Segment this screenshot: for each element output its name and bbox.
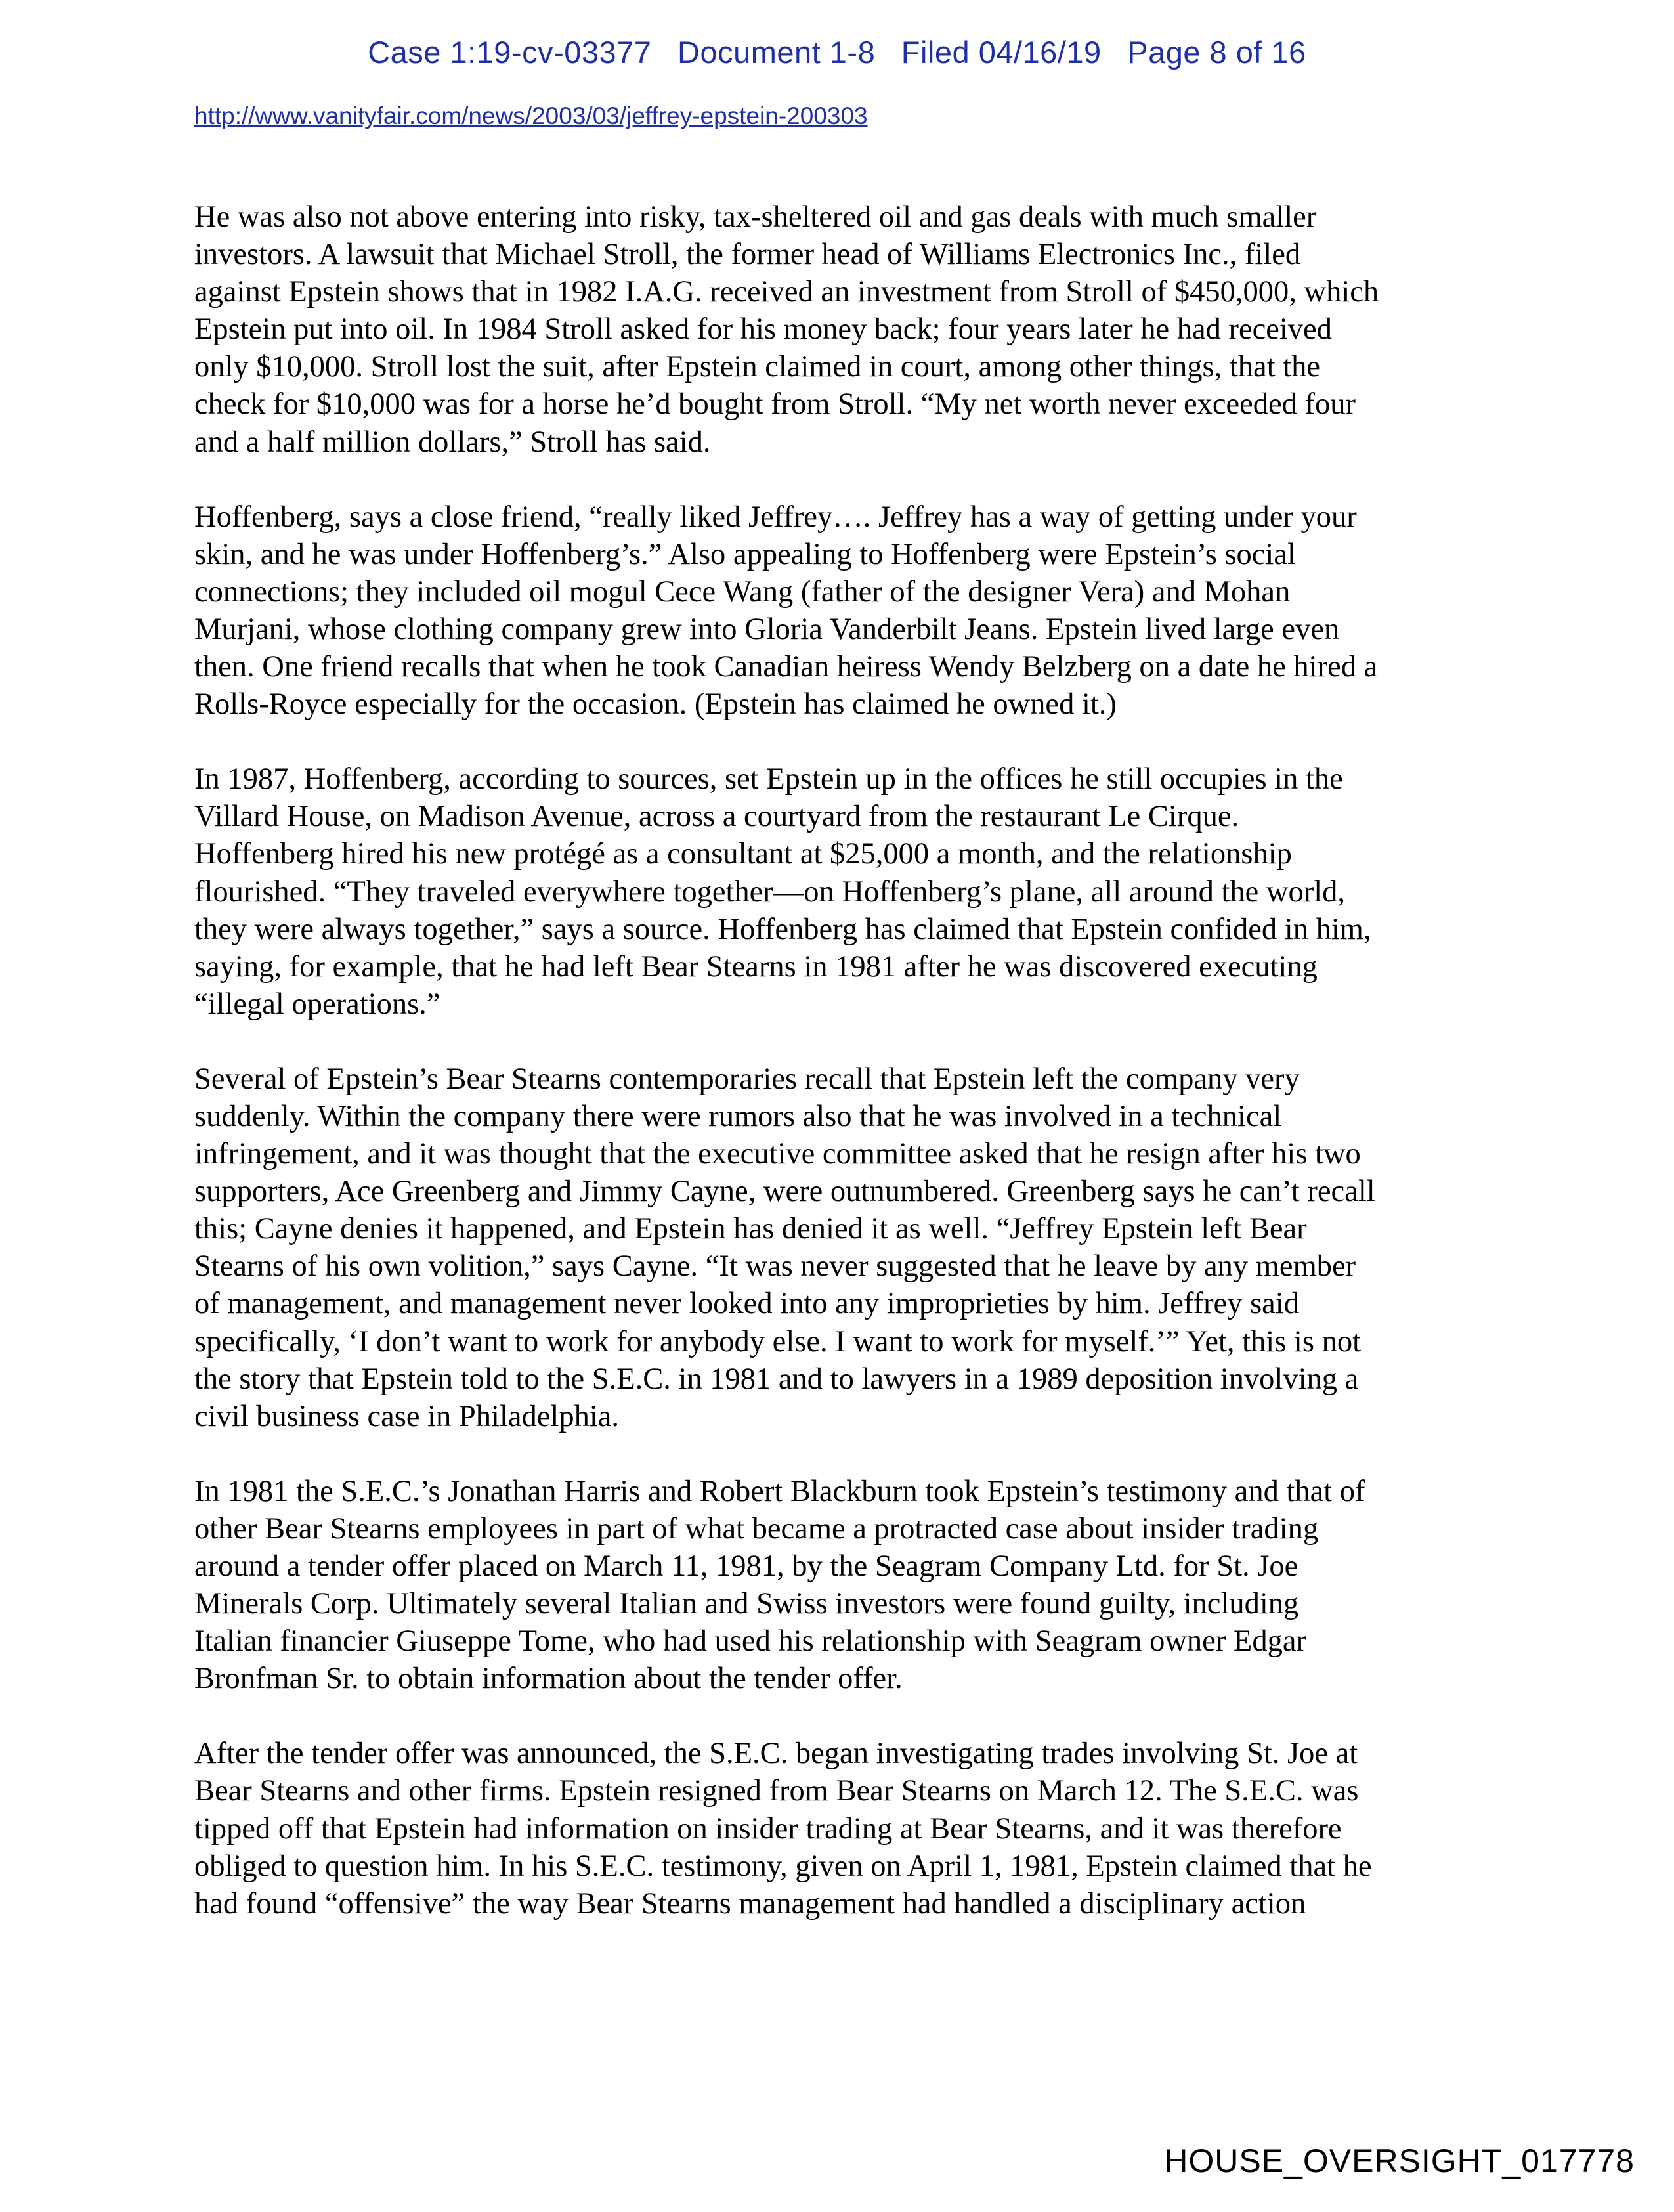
paragraph-line: Epstein put into oil. In 1984 Stroll asked for his money back; four years later he had received [194, 313, 1332, 347]
paragraph-line: In 1981 the S.E.C.’s Jonathan Harris and Robert Blackburn took Epstein’s testimony and that of [194, 1474, 1365, 1508]
paragraph-line: tipped off that Epstein had information on insider trading at Bear Stearns, and it was therefore [194, 1811, 1342, 1846]
paragraph-line: Italian financier Giuseppe Tome, who had used his relationship with Seagram owner Edgar [194, 1624, 1306, 1659]
paragraph-line: Stearns of his own volition,” says Cayne. “It was never suggested that he leave by any member [194, 1249, 1356, 1284]
paragraph-line: flourished. “They traveled everywhere together—on Hoffenberg’s plane, all around the world, [194, 875, 1346, 909]
paragraph-line: He was also not above entering into risky, tax-sheltered oil and gas deals with much smaller [194, 200, 1317, 234]
article-paragraph [194, 498, 1468, 724]
paragraph-line: In 1987, Hoffenberg, according to sources, set Epstein up in the offices he still occupies in the [194, 762, 1343, 796]
bates-number: HOUSE_OVERSIGHT_017778 [1164, 2142, 1635, 2179]
paragraph-line: only $10,000. Stroll lost the suit, after Epstein claimed in court, among other things, that the [194, 350, 1321, 384]
paragraph-line: Hoffenberg hired his new protégé as a consultant at $25,000 a month, and the relationship [194, 837, 1292, 871]
paragraph-line: the story that Epstein told to the S.E.C. in 1981 and to lawyers in a 1989 deposition involving a [194, 1362, 1359, 1396]
paragraph-line: check for $10,000 was for a horse he’d bought from Stroll. “My net worth never exceeded four [194, 387, 1356, 422]
document-number: Document 1-8 [677, 35, 876, 70]
paragraph-line: supporters, Ace Greenberg and Jimmy Cayne, were outnumbered. Greenberg says he can’t recall [194, 1175, 1375, 1209]
paragraph-line: skin, and he was under Hoffenberg’s.” Also appealing to Hoffenberg were Epstein’s social [194, 537, 1296, 571]
paragraph-line: civil business case in Philadelphia. [194, 1399, 620, 1433]
page-number: Page 8 of 16 [1127, 35, 1306, 70]
article-paragraph [194, 1060, 1468, 1435]
source-url-link[interactable]: http://www.vanityfair.com/news/2003/03/jeffrey-epstein-200303 [194, 102, 868, 129]
paragraph-line: suddenly. Within the company there were rumors also that he was involved in a technical [194, 1099, 1282, 1133]
article-paragraph [194, 760, 1468, 1023]
paragraph-line: against Epstein shows that in 1982 I.A.G. received an investment from Stroll of $450,000, which [194, 275, 1379, 309]
paragraph-line: After the tender offer was announced, the S.E.C. began investigating trades involving St. Joe at [194, 1737, 1358, 1771]
paragraph-line: then. One friend recalls that when he took Canadian heiress Wendy Belzberg on a date he hired a [194, 650, 1378, 684]
paragraph-line: investors. A lawsuit that Michael Stroll, the former head of Williams Electronics Inc., filed [194, 238, 1301, 272]
paragraph-line: Villard House, on Madison Avenue, across a courtyard from the restaurant Le Cirque. [194, 800, 1239, 834]
paragraph-line: this; Cayne denies it happened, and Epstein has denied it as well. “Jeffrey Epstein left Bear [194, 1212, 1307, 1246]
paragraph-line: around a tender offer placed on March 11, 1981, by the Seagram Company Ltd. for St. Joe [194, 1550, 1298, 1583]
article-paragraph [194, 198, 1468, 461]
paragraph-line: other Bear Stearns employees in part of what became a protracted case about insider trading [194, 1511, 1319, 1546]
paragraph-line: Several of Epstein’s Bear Stearns contemporaries recall that Epstein left the company very [194, 1062, 1300, 1096]
article-paragraph [194, 1735, 1468, 1922]
paragraph-line: connections; they included oil mogul Cece Wang (father of the designer Vera) and Mohan [194, 575, 1291, 609]
paragraph-line: they were always together,” says a source. Hoffenberg has claimed that Epstein confided in him, [194, 912, 1371, 946]
paragraph-line: had found “offensive” the way Bear Stearns management had handled a disciplinary action [194, 1886, 1306, 1920]
case-header [0, 34, 1674, 70]
paragraph-line: Hoffenberg, says a close friend, “really liked Jeffrey…. Jeffrey has a way of getting under your [194, 500, 1357, 534]
article-paragraph [194, 1473, 1468, 1698]
paragraph-line: and a half million dollars,” Stroll has said. [194, 425, 711, 459]
paragraph-line: saying, for example, that he had left Bear Stearns in 1981 after he was discovered executing [194, 949, 1318, 984]
paragraph-line: Rolls-Royce especially for the occasion. (Epstein has claimed he owned it.) [194, 687, 1117, 722]
case-number: Case 1:19-cv-03377 [368, 35, 652, 70]
paragraph-line: of management, and management never looked into any improprieties by him. Jeffrey said [194, 1287, 1299, 1321]
paragraph-line: specifically, ‘I don’t want to work for anybody else. I want to work for myself.’” Yet, this is not [194, 1324, 1361, 1358]
filed-date: Filed 04/16/19 [901, 35, 1102, 70]
paragraph-line: obliged to question him. In his S.E.C. testimony, given on April 1, 1981, Epstein claimed that he [194, 1849, 1372, 1883]
paragraph-line: “illegal operations.” [194, 987, 440, 1021]
paragraph-line: Bear Stearns and other firms. Epstein resigned from Bear Stearns on March 12. The S.E.C. was [194, 1774, 1359, 1808]
paragraph-line: Minerals Corp. Ultimately several Italian and Swiss investors were found guilty, including [194, 1587, 1299, 1621]
paragraph-line: Bronfman Sr. to obtain information about the tender offer. [194, 1662, 903, 1696]
paragraph-line: infringement, and it was thought that the executive committee asked that he resign after his two [194, 1137, 1361, 1171]
paragraph-line: Murjani, whose clothing company grew into Gloria Vanderbilt Jeans. Epstein lived large even [194, 612, 1340, 646]
article-body [194, 198, 1468, 1960]
